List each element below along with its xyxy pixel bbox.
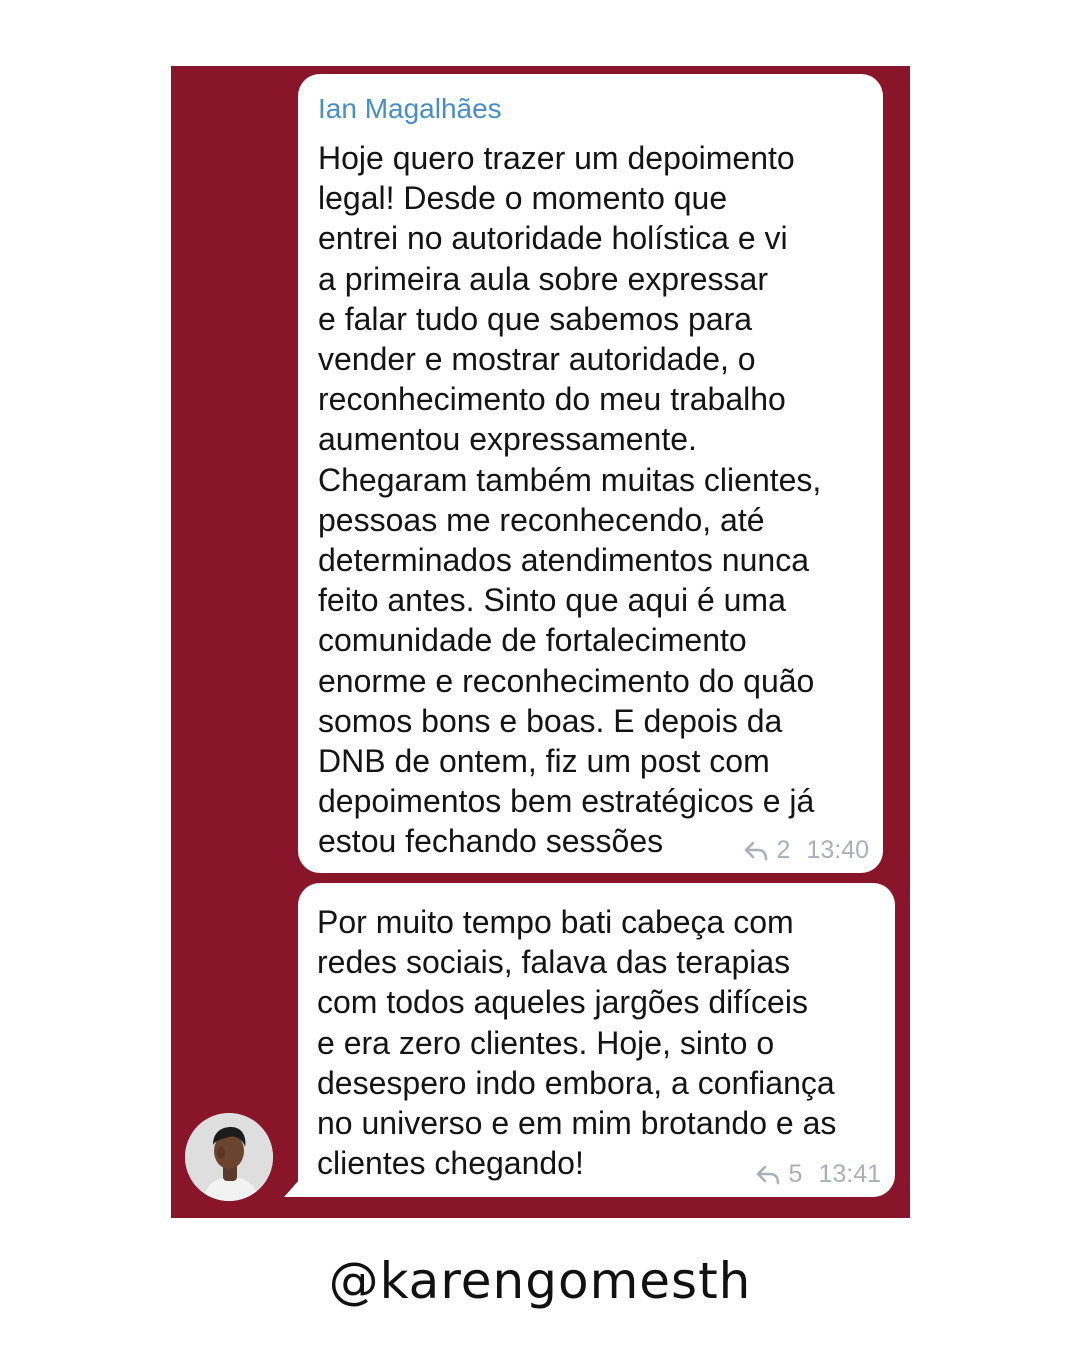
- message-time: 13:41: [818, 1160, 881, 1188]
- message-bubble[interactable]: [298, 883, 895, 1197]
- message-bubble[interactable]: [298, 74, 883, 873]
- reply-icon[interactable]: [743, 840, 769, 862]
- message-meta: [755, 1160, 881, 1189]
- reply-count[interactable]: 2: [776, 836, 791, 864]
- reply-icon[interactable]: [755, 1164, 781, 1186]
- avatar-photo: [185, 1113, 273, 1201]
- message-text: Por muito tempo bati cabeça com redes sociais, falava das terapias com todos aqueles jargões difíceis e era zero clientes. Hoje, sinto o desespero indo embora, a confiança no universo e em mim brotando e as clientes chegando!: [317, 904, 837, 1182]
- message-time: 13:40: [806, 836, 869, 864]
- chat-panel: [171, 66, 910, 1218]
- reply-count[interactable]: 5: [788, 1160, 803, 1188]
- avatar[interactable]: [185, 1113, 273, 1201]
- bubble-tail: [284, 1179, 300, 1197]
- footer-handle: @karengomesth: [328, 1252, 752, 1310]
- message-text: Hoje quero trazer um depoimento legal! Desde o momento que entrei no autoridade holística e vi a primeira aula sobre expressar e falar tudo que sabemos para vender e mostrar autoridade, o reconhecimento do meu trabalho aumentou expressamente. Chegaram também muitas clientes, pessoas me reconhecendo, até determinados atendimentos nunca feito antes. Sinto que aqui é uma comunidade de fortalecimento enorme e reconhecimento do quão somos bons e boas. E depois da DNB de ontem, fiz um post com depoimentos bem estratégicos e já estou fechando sessões: [318, 140, 822, 860]
- sender-name[interactable]: Ian Magalhães: [318, 93, 502, 124]
- message-meta: [743, 836, 869, 865]
